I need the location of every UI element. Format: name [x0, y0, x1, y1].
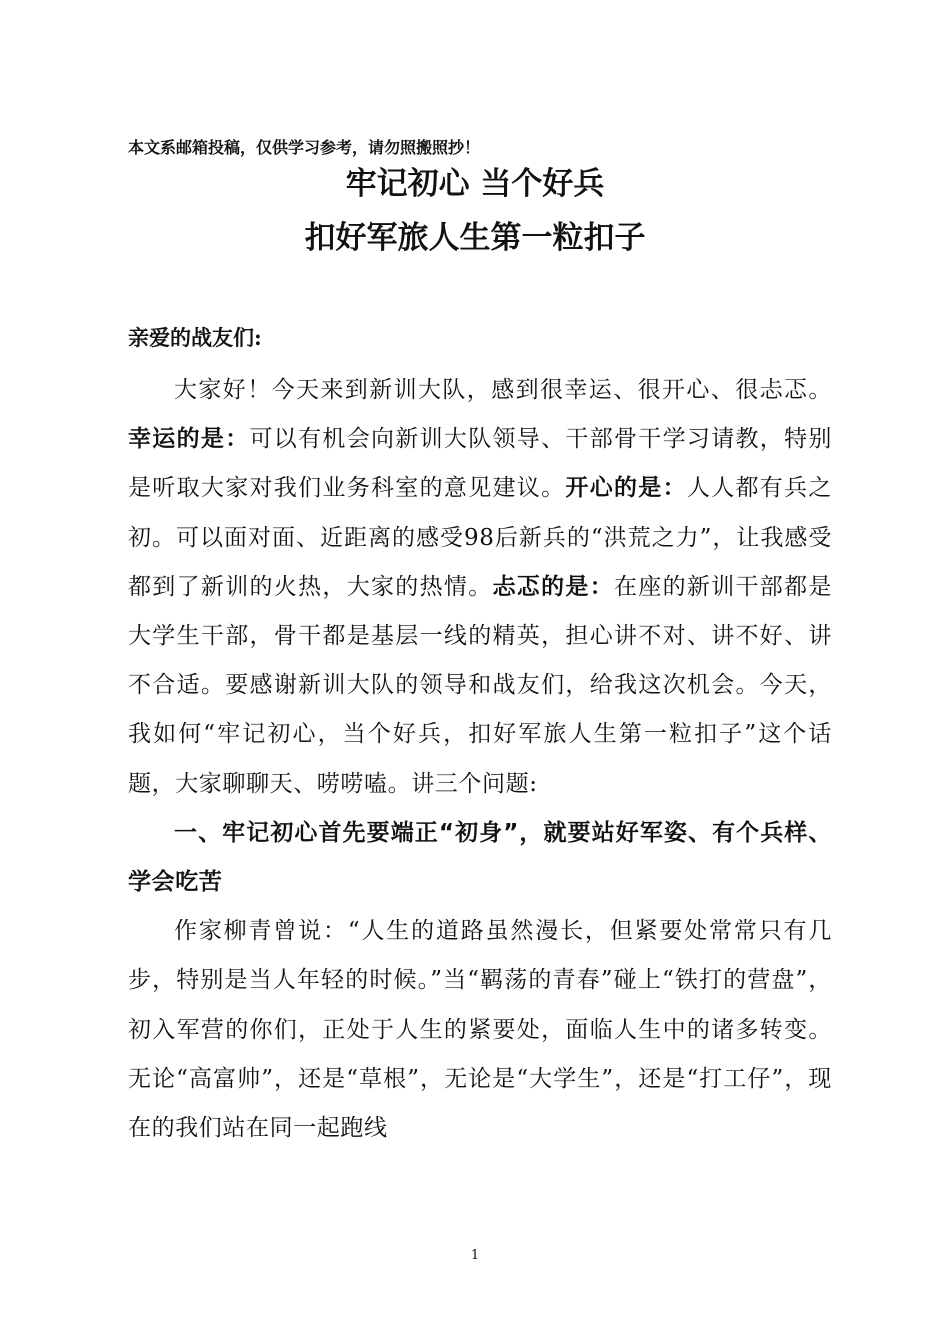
paragraph-opening	[128, 366, 832, 809]
lead-phrase-happy: 开心的是：	[565, 475, 687, 502]
paragraph-text: 在座的新训干部都是大学生干部，骨干都是基层一线的精英，担心讲不对、讲不好、讲不合适。要感谢新训大队的领导和战友们，给我这次机会。今天，我如何“牢记初心，当个好兵，扣好军旅人生第一粒扣子”这个话题，大家聊聊天、唠唠嗑。讲三个问题:	[128, 573, 832, 797]
document-body	[128, 366, 832, 1153]
salutation: 亲爱的战友们:	[128, 325, 262, 350]
lead-phrase-nervous: 忐忑的是：	[492, 573, 614, 600]
page-number: 1	[470, 1248, 480, 1263]
paragraph-text: 可以有机会向新训大队领导、干部骨干学习请教，特别是听取大家对我们业务科室的意见建议。	[128, 426, 832, 502]
section-heading-1: 一、牢记初心首先要端正“初身”，就要站好军姿、有个兵样、学会吃苦	[128, 819, 832, 896]
title-line-1: 牢记初心 当个好兵	[345, 166, 605, 202]
paragraph-text: 人人都有兵之初。可以面对面、近距离的感受98后新兵的“洪荒之力”，让我感受都到了新训的火热，大家的热情。	[128, 475, 832, 600]
paragraph-text: 大家好！今天来到新训大队，感到很幸运、很开心、很忐忑。	[174, 377, 832, 403]
paragraph-section-1: 作家柳青曾说：“人生的道路虽然漫长，但紧要处常常只有几步，特别是当人年轻的时候。”当“羁荡的青春”碰上“铁打的营盘”，初入军营的你们，正处于人生的紧要处，面临人生中的诸多转变。无论“高富帅”，还是“草根”，无论是“大学生”，还是“打工仔”，现在的我们站在同一起跑线	[128, 918, 832, 1142]
title-line-2: 扣好军旅人生第一粒扣子	[304, 220, 646, 256]
lead-phrase-lucky: 幸运的是：	[128, 426, 250, 453]
submission-notice: 本文系邮箱投稿，仅供学习参考，请勿照搬照抄！	[128, 138, 481, 157]
